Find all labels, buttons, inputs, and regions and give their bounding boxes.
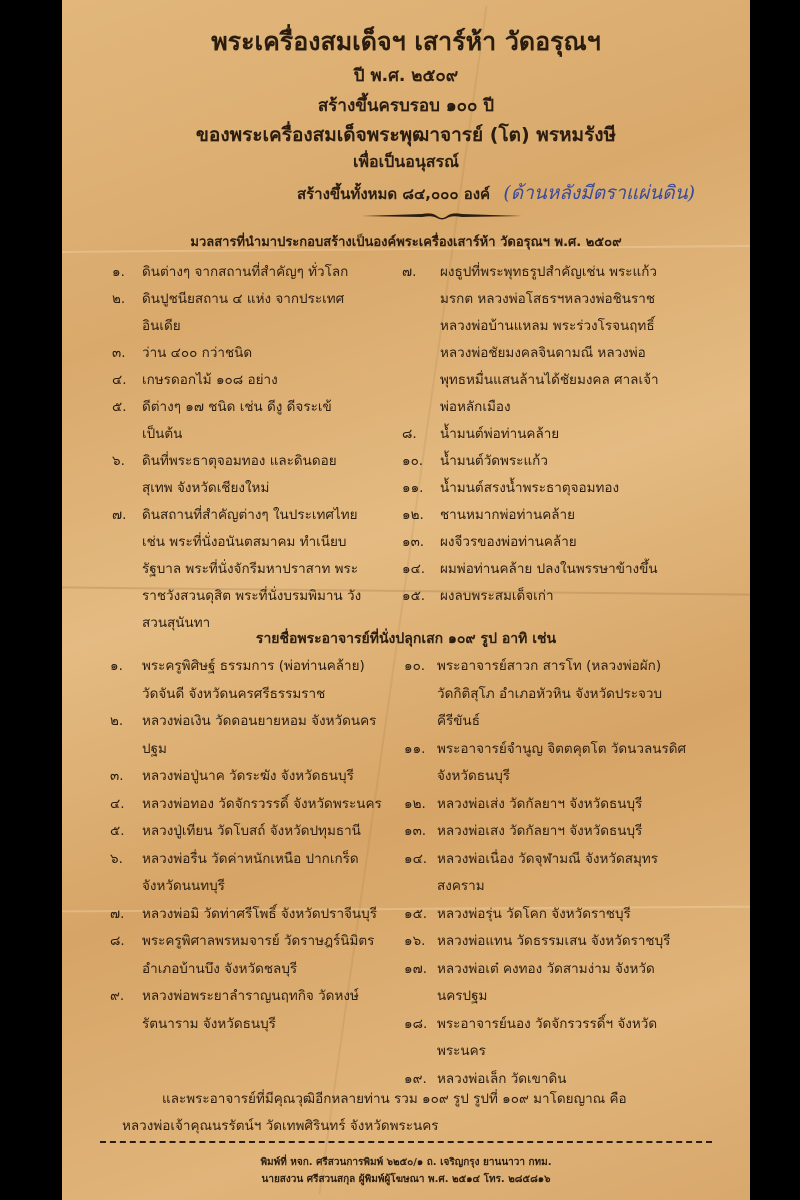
right-item-number: ๑๙. — [404, 1070, 427, 1087]
list-row — [62, 815, 750, 843]
right-item-number: ๑๒. — [404, 795, 426, 812]
left-item-text: ราชวังสวนดุสิต พระที่นั่งบรมพิมาน วัง — [142, 588, 362, 604]
left-item-text: เกษรดอกไม้ ๑๐๘ อย่าง — [142, 372, 278, 388]
right-item-number: ๑๓. — [402, 534, 425, 550]
left-item-text: หลวงพ่อรื่น วัดค่าหนักเหนือ ปากเกร็ด — [142, 850, 359, 867]
left-item-number: ๗. — [112, 507, 127, 523]
list-row — [62, 337, 750, 364]
left-item-number: ๗. — [110, 905, 125, 922]
list-row — [62, 256, 750, 283]
list-row — [62, 1035, 750, 1063]
left-item-text: หลวงพ่อพระยาลำราญนฤทกิจ วัดหงษ์ — [142, 988, 359, 1004]
list-row — [62, 898, 750, 926]
dashed-divider — [100, 1141, 712, 1143]
right-item-text: หลวงพ่อเส่ง วัดกัลยาฯ จังหวัดธนบุรี — [437, 795, 643, 812]
list-row — [62, 310, 750, 337]
right-item-number: ๑๓. — [404, 823, 427, 839]
right-item-text: มรกต หลวงพ่อโสธรฯหลวงพ่อชินราช — [440, 291, 656, 307]
right-item-number: ๑๘. — [404, 1015, 428, 1032]
left-item-text: หลวงพ่อมิ วัดท่าศรีโพธิ์ จังหวัดปราจีนบุรี — [142, 905, 377, 922]
right-item-text: จังหวัดธนบุรี — [437, 768, 511, 784]
list-row — [62, 472, 750, 499]
right-item-number: ๑๒. — [402, 507, 424, 523]
left-item-text: อินเดีย — [142, 318, 181, 334]
left-item-text: หลวงพ่อปู่นาค วัดระฆัง จังหวัดธนบุรี — [142, 768, 354, 784]
right-item-text: น้ำมนต์สรงน้ำพระธาตุจอมทอง — [440, 480, 620, 496]
left-item-text: ดินปูชนียสถาน ๔ แห่ง จากประเทศ — [142, 291, 345, 307]
right-item-text: พ่อหลักเมือง — [440, 399, 511, 415]
left-item-text: สุเทพ จังหวัดเชียงใหม่ — [142, 480, 270, 496]
right-item-text: น้ำมนต์วัดพระแก้ว — [440, 453, 548, 469]
right-item-text: พระนคร — [437, 1043, 486, 1059]
list-row — [62, 580, 750, 607]
right-item-text: ผงธูปที่พระพุทธรูปสำคัญเช่น พระแก้ว — [440, 264, 657, 280]
list-row — [62, 733, 750, 761]
imprint-line-1: พิมพ์ที่ หจก. ศรีสวนการพิมพ์ ๖๒๕๐/๑ ถ. เจริญกรุง ยานนาวา กทม. — [260, 1157, 552, 1168]
left-item-number: ๙. — [110, 988, 125, 1004]
right-item-text: หลวงพ่อเล็ก วัดเขาดิน — [437, 1070, 567, 1087]
right-item-text: สงคราม — [437, 878, 485, 894]
list-row — [62, 499, 750, 526]
list-row — [62, 925, 750, 953]
list-row — [62, 364, 750, 391]
right-item-text: ผงจีวรของพ่อท่านคล้าย — [440, 534, 577, 550]
left-item-text: พระครูพิศิษฐ์ ธรรมการ (พ่อท่านคล้าย) — [142, 658, 365, 674]
left-item-text: สวนสุนันทา — [142, 615, 211, 631]
right-item-text: หลวงพ่อชัยมงคลจินดามณี หลวงพ่อ — [440, 345, 646, 361]
left-item-number: ๑. — [110, 658, 123, 674]
right-item-number: ๑๔. — [404, 850, 428, 867]
closing-line-1: และพระอาจารย์ที่มีคุณวุฒิอีกหลายท่าน รวม ๑๐๙ รูป รูปที่ ๑๐๙ มาโดยญาณ คือ — [162, 1091, 627, 1107]
right-item-number: ๑๕. — [404, 905, 428, 922]
right-item-number: ๑๑. — [402, 480, 424, 496]
quantity-text: สร้างขึ้นทั้งหมด ๘๔,๐๐๐ องค์ — [296, 185, 491, 203]
right-item-number: ๘. — [402, 426, 417, 442]
list-row — [62, 760, 750, 788]
left-item-text: เช่น พระที่นั่งอนันตสมาคม ทำเนียบ — [142, 534, 347, 550]
list-row — [62, 870, 750, 898]
right-item-text: คีรีขันธ์ — [437, 713, 480, 729]
right-item-text: หลวงพ่อแทน วัดธรรมเสน จังหวัดราชบุรี — [437, 933, 671, 949]
imprint-line-2: นายสงวน ศรีสวนสกุล ผู้พิมพ์ผู้โฆษณา พ.ศ. ๒๕๑๔ โทร. ๒๘๕๘๑๖ — [261, 1174, 551, 1185]
left-item-text: จังหวัดนนทบุรี — [142, 878, 225, 894]
left-item-number: ๑. — [112, 264, 125, 280]
left-item-number: ๕. — [112, 399, 127, 415]
left-item-text: อำเภอบ้านบึง จังหวัดชลบุรี — [142, 960, 298, 977]
right-item-text: วัดกิติสุโภ อำเภอหัวหิน จังหวัดประจวบ — [437, 685, 663, 702]
left-item-text: ดีต่างๆ ๑๗ ชนิด เช่น ดีงู ดีจระเข้ — [142, 399, 332, 415]
left-item-number: ๖. — [112, 453, 125, 469]
list-row — [62, 283, 750, 310]
document-title: พระเครื่องสมเด็จฯ เสาร์ห้า วัดอรุณฯ — [211, 27, 601, 56]
right-item-number: ๑๗. — [404, 960, 428, 977]
list-row — [62, 418, 750, 445]
purpose-line: เพื่อเป็นอนุสรณ์ — [353, 152, 459, 171]
list-row — [62, 526, 750, 553]
left-item-text: รัฐบาล พระที่นั่งจักรีมหาปราสาท พระ — [142, 561, 359, 577]
list-row — [62, 391, 750, 418]
right-item-text: น้ำมนต์พ่อท่านคล้าย — [440, 426, 560, 442]
right-item-text: นครปฐม — [437, 988, 488, 1004]
right-item-text: หลวงพ่อบ้านแหลม พระร่วงโรจนฤทธิ์ — [440, 318, 655, 334]
left-item-text: เป็นต้น — [142, 426, 183, 442]
left-item-text: พระครูพิศาลพรหมจารย์ วัดราษฎร์นิมิตร — [142, 933, 375, 949]
left-item-number: ๔. — [110, 795, 125, 812]
right-item-number: ๑๐. — [402, 453, 424, 469]
list-row — [62, 953, 750, 981]
right-item-text: หลวงพ่อเต๋ คงทอง วัดสามง่าม จังหวัด — [437, 960, 655, 977]
left-item-number: ๖. — [110, 850, 123, 867]
ornament-divider — [362, 210, 522, 222]
left-item-text: หลวงพ่อเงิน วัดดอนยายหอม จังหวัดนคร — [142, 713, 377, 729]
anniversary-line: สร้างขึ้นครบรอบ ๑๐๐ ปี — [317, 96, 495, 116]
list-row — [62, 678, 750, 706]
right-item-text: ชานหมากพ่อท่านคล้าย — [440, 507, 576, 523]
right-item-number: ๗. — [402, 264, 417, 280]
document-year: ปี พ.ศ. ๒๕๐๙ — [353, 66, 459, 86]
list-row — [62, 788, 750, 816]
left-item-number: ๕. — [110, 823, 125, 839]
list-row — [62, 843, 750, 871]
left-item-text: ดินต่างๆ จากสถานที่สำคัญๆ ทั่วโลก — [142, 264, 349, 280]
right-item-text: พระอาจารย์สาวก สารโท (หลวงพ่อผัก) — [437, 658, 662, 674]
right-item-text: ผงลบพระสมเด็จเก่า — [440, 588, 554, 604]
left-item-number: ๔. — [112, 372, 127, 388]
monks-list — [62, 650, 750, 1090]
left-item-text: ปฐม — [142, 740, 167, 757]
materials-heading: มวลสารที่นำมาประกอบสร้างเป็นองค์พระเครื่องเสาร์ห้า วัดอรุณฯ พ.ศ. ๒๕๐๙ — [190, 235, 622, 250]
left-item-text: วัดจันดี จังหวัดนครศรีธรรมราช — [142, 685, 326, 702]
right-item-text: ผมพ่อท่านคล้าย ปลงในพรรษาข้างขึ้น — [440, 561, 658, 577]
left-item-number: ๓. — [110, 768, 124, 784]
monks-heading: รายชื่อพระอาจารย์ที่นั่งปลุกเสก ๑๐๙ รูป อาทิ เช่น — [255, 631, 557, 647]
quantity-line — [152, 178, 800, 208]
left-item-text: ว่าน ๔๐๐ กว่าชนิด — [142, 345, 253, 361]
right-item-number: ๑๕. — [402, 588, 426, 604]
left-item-number: ๘. — [110, 933, 125, 949]
handwritten-note: (ด้านหลังมีตราแผ่นดิน) — [503, 182, 696, 204]
left-item-text: ดินสถานที่สำคัญต่างๆ ในประเทศไทย — [142, 507, 358, 523]
right-item-number: ๑๑. — [404, 740, 426, 757]
list-row — [62, 445, 750, 472]
left-item-number: ๓. — [112, 345, 126, 361]
right-item-text: พระอาจารย์จำนูญ จิตตคุตโต วัดนวลนรดิศ — [437, 740, 687, 757]
right-item-text: พุทธหมื่นแสนล้านได้ชัยมงคล ศาลเจ้า — [440, 372, 659, 388]
subject-line: ของพระเครื่องสมเด็จพระพุฒาจารย์ (โต) พรหมรังษี — [195, 124, 617, 146]
right-item-number: ๑๔. — [402, 561, 426, 577]
document-paper — [62, 0, 750, 1200]
left-item-number: ๒. — [110, 713, 124, 729]
left-item-text: รัตนาราม จังหวัดธนบุรี — [142, 1015, 276, 1032]
list-row — [62, 1008, 750, 1036]
right-item-text: หลวงพ่อเนื่อง วัดจุฬามณี จังหวัดสมุทร — [437, 850, 659, 867]
materials-list — [62, 256, 750, 634]
left-item-text: หลวงปู่เทียน วัดโบสถ์ จังหวัดปทุมธานี — [142, 823, 361, 839]
list-row — [62, 650, 750, 678]
left-item-text: ดินที่พระธาตุจอมทอง และดินดอย — [142, 453, 337, 469]
right-item-text: หลวงพ่อเสง วัดกัลยาฯ จังหวัดธนบุรี — [437, 823, 643, 839]
closing-line-2: หลวงพ่อเจ้าคุณนรรัตน์ฯ วัดเทพศิรินทร์ จังหวัดพระนคร — [122, 1118, 439, 1134]
list-row — [62, 980, 750, 1008]
left-item-text: หลวงพ่อทอง วัดจักรวรรดิ์ จังหวัดพระนคร — [142, 795, 382, 812]
left-item-number: ๒. — [112, 291, 126, 307]
right-item-text: หลวงพ่อรุ่น วัดโคก จังหวัดราชบุรี — [437, 905, 631, 922]
right-item-text: พระอาจารย์นอง วัดจักรวรรดิ์ฯ จังหวัด — [437, 1015, 658, 1032]
right-item-number: ๑๐. — [404, 658, 426, 674]
list-row — [62, 553, 750, 580]
list-row — [62, 705, 750, 733]
right-item-number: ๑๖. — [404, 933, 426, 949]
